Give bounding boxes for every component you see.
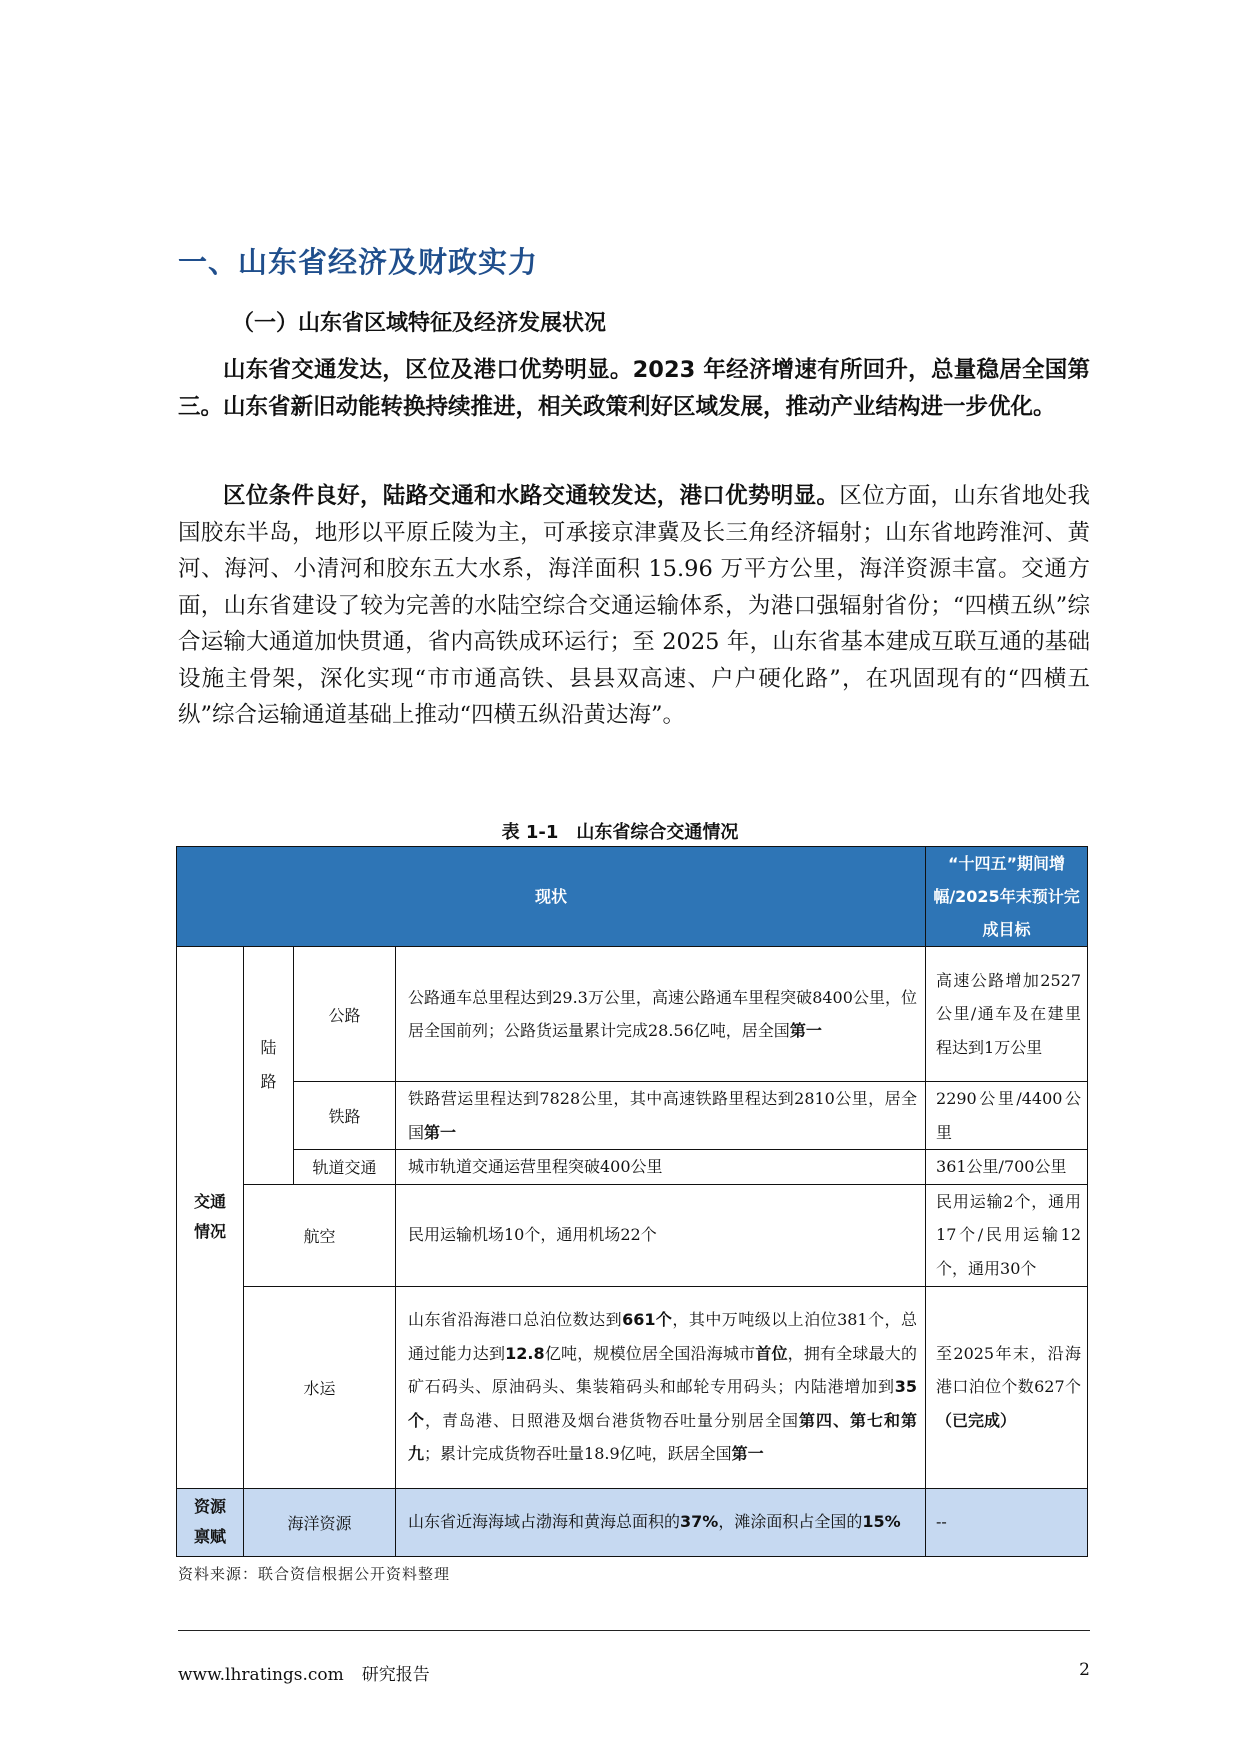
paragraph-1 [178,352,1090,425]
item-metro: 轨道交通 [294,1150,396,1185]
paragraph-2-body: 区位方面，山东省地处我国胶东半岛，地形以平原丘陵为主，可承接京津冀及长三角经济辐射；山东省地跨淮河、黄河、海河、小清河和胶东五大水系，海洋面积 15.96 万平方公里，海洋资源丰富。交通方面，山东省建设了较为完善的水陆空综合交通运输体系，为港口强辐射省份；“四横五纵”综合运输大通道加快贯通，省内高铁成环运行；至 2025 年，山东省基本建成互联互通的基础设施主骨架，深化实现“市市通高铁、县县双高速、户户硬化路”，在巩固现有的“四横五纵”综合运输通道基础上推动“四横五纵沿黄达海”。 [178,483,1090,728]
desc-water: 山东省沿海港口总泊位数达到661个，其中万吨级以上泊位381个，总通过能力达到12.8亿吨，规模位居全国沿海城市首位，拥有全球最大的矿石码头、原油码头、集装箱码头和邮轮专用码头；内陆港增加到35个，青岛港、日照港及烟台港货物吞吐量分别居全国第四、第七和第九；累计完成货物吞吐量18.9亿吨，跃居全国第一 [396,1286,926,1488]
table-row [177,1286,1088,1488]
table-row [177,947,1088,1082]
target-water: 至2025年末，沿海港口泊位个数627个（已完成） [926,1286,1088,1488]
table-header-row [177,847,1088,947]
header-target: “十四五”期间增幅/2025年末预计完成目标 [926,847,1088,947]
subsection-title: （一）山东省区域特征及经济发展状况 [232,311,607,336]
paragraph-1-text: 山东省交通发达，区位及港口优势明显。2023 年经济增速有所回升，总量稳居全国第三。山东省新旧动能转换持续推进，相关政策利好区域发展，推动产业结构进一步优化。 [178,357,1090,420]
footer-report-type: 研究报告 [361,1665,430,1685]
footer-divider [178,1630,1090,1631]
item-air: 航空 [244,1184,396,1286]
item-ocean: 海洋资源 [244,1488,396,1556]
table-caption: 表 1-1 山东省综合交通情况 [501,822,739,843]
header-current: 现状 [177,847,926,947]
paragraph-2-lead: 区位条件良好，陆路交通和水路交通较发达，港口优势明显。 [223,483,840,509]
item-rail: 铁路 [294,1082,396,1150]
target-metro: 361公里/700公里 [926,1150,1088,1185]
subcategory-land: 陆路 [244,947,294,1185]
desc-road: 公路通车总里程达到29.3万公里，高速公路通车里程突破8400公里，位居全国前列；公路货运量累计完成28.56亿吨，居全国第一 [396,947,926,1082]
desc-ocean: 山东省近海海域占渤海和黄海总面积的37%，滩涂面积占全国的15% [396,1488,926,1556]
table-row [177,1150,1088,1185]
footer-website[interactable]: www.lhratings.com [178,1665,344,1685]
transport-table [176,846,1088,1557]
target-rail: 2290公里/4400公里 [926,1082,1088,1150]
category-resource: 资源禀赋 [177,1488,244,1556]
paragraph-2 [178,478,1090,734]
desc-rail: 铁路营运里程达到7828公里，其中高速铁路里程达到2810公里，居全国第一 [396,1082,926,1150]
category-transport: 交通情况 [177,947,244,1489]
desc-metro: 城市轨道交通运营里程突破400公里 [396,1150,926,1185]
footer-left [178,1660,448,1685]
table-row [177,1184,1088,1286]
page-number: 2 [1079,1660,1090,1680]
table-row [177,1488,1088,1556]
target-road: 高速公路增加2527公里/通车及在建里程达到1万公里 [926,947,1088,1082]
item-road: 公路 [294,947,396,1082]
item-water: 水运 [244,1286,396,1488]
section-title: 一、山东省经济及财政实力 [178,245,539,279]
desc-air: 民用运输机场10个，通用机场22个 [396,1184,926,1286]
target-ocean: -- [926,1488,1088,1556]
target-air: 民用运输2个，通用17个/民用运输12个，通用30个 [926,1184,1088,1286]
table-row [177,1082,1088,1150]
source-note: 资料来源：联合资信根据公开资料整理 [178,1565,451,1583]
